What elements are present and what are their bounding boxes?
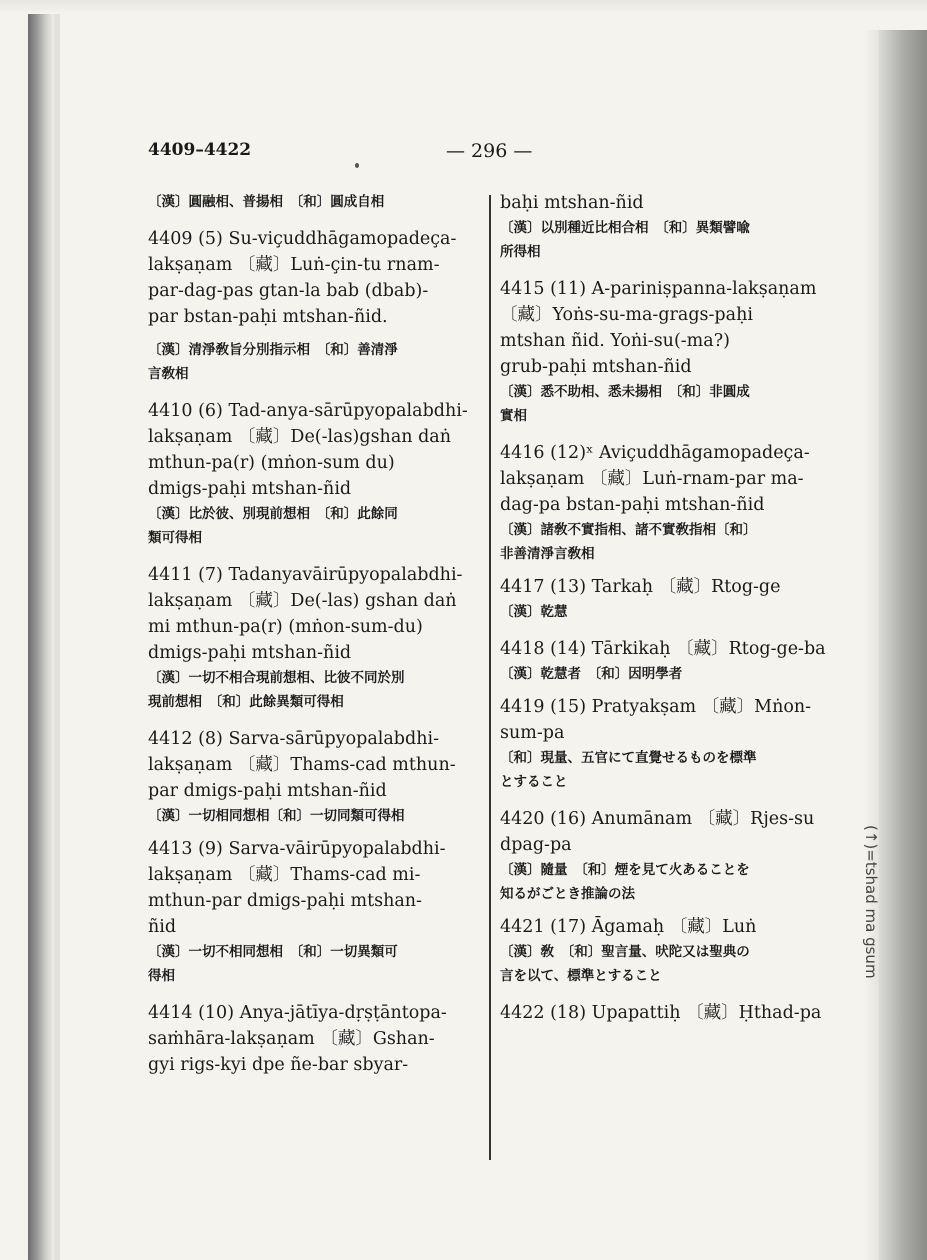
spacer [148,330,488,338]
spacer [500,686,838,694]
translation-line: 實相 [500,408,527,424]
translation-line: 言を以て、標準とすること [500,968,662,984]
entry-line: 4422 (18) Upapattiḥ 〔藏〕Ḥthad-pa [500,1003,822,1023]
translation-line: 〔漢〕一切不相合現前想相、比彼不同於別 [148,670,405,686]
spacer [148,550,488,562]
spacer [148,988,488,1000]
entry-line: 4420 (16) Anumānam 〔藏〕Rjes-su [500,809,815,829]
handwritten-margin-note: (↑)=tshad ma gsum [862,825,880,979]
entry-line: saṁhāra-lakṣaṇam 〔藏〕Gshan- [148,1029,435,1049]
entry-line: 4417 (13) Tarkaḥ 〔藏〕Rtog-ge [500,577,781,597]
spacer [148,386,488,398]
translation-line: 類可得相 [148,530,202,546]
entry-line: 4416 (12)ˣ Aviçuddhāgamopadeça- [500,443,810,463]
translation-line: 非善清淨言敎相 [500,546,595,562]
entry-line: lakṣaṇam 〔藏〕Luṅ-çin-tu rnam- [148,255,440,275]
ink-speck [355,163,359,168]
translation-line: 言敎相 [148,366,189,382]
translation-line: 〔漢〕一切相同想相〔和〕一切同類可得相 [148,808,405,824]
spacer [148,714,488,726]
spacer [500,988,838,1000]
translation-line: 〔漢〕隨量 〔和〕煙を見て火あることを [500,862,750,878]
entry-line: par bstan-paḥi mtshan-ñid. [148,307,388,327]
translation-line: とすること [500,774,568,790]
entry-line: lakṣaṇam 〔藏〕De(-las)gshan daṅ [148,427,452,447]
translation-line: 〔漢〕敎 〔和〕聖言量、吠陀又は聖典の [500,944,750,960]
entry-line: 4409 (5) Su-viçuddhāgamopadeça- [148,229,457,249]
entry-line: dmigs-paḥi mtshan-ñid [148,479,352,499]
entry-line: par dmigs-paḥi mtshan-ñid [148,781,387,801]
entry-line: 〔藏〕Yoṅs-su-ma-grags-paḥi [500,305,753,325]
column-divider [489,195,491,1160]
entry-line: 4413 (9) Sarva-vāirūpyopalabdhi- [148,839,446,859]
entry-line: gyi rigs-kyi dpe ñe-bar sbyar- [148,1055,409,1075]
translation-line: 〔和〕現量、五官にて直覺せるものを標準 [500,750,757,766]
entry-line: baḥi mtshan-ñid [500,193,644,213]
entry-line: lakṣaṇam 〔藏〕De(-las) gshan daṅ [148,591,457,611]
entry-line: 4411 (7) Tadanyavāirūpyopalabdhi- [148,565,463,585]
spacer [500,428,838,440]
translation-line: 〔漢〕比於彼、別現前想相 〔和〕此餘同 [148,506,398,522]
translation-line: 〔漢〕一切不相同想相 〔和〕一切異類可 [148,944,398,960]
entry-line: 4410 (6) Tad-anya-sārūpyopalabdhi- [148,401,468,421]
entry-line: 4421 (17) Āgamaḥ 〔藏〕Luṅ [500,917,757,937]
entry-line: par-dag-pas gtan-la bab (dbab)- [148,281,429,301]
translation-line: 〔漢〕悉不助相、悉未揚相 〔和〕非圓成 [500,384,750,400]
entry-line: mthun-par dmigs-paḥi mtshan- [148,891,422,911]
translation-line: 現前想相 〔和〕此餘異類可得相 [148,694,344,710]
translation-line: 〔漢〕圓融相、普揚相 〔和〕圓成自相 [148,194,385,210]
entry-line: 4415 (11) A-pariniṣpanna-lakṣaṇam [500,279,817,299]
spacer [500,906,838,914]
page-edge [865,30,879,1260]
translation-line: 得相 [148,968,175,984]
entry-line: lakṣaṇam 〔藏〕Luṅ-rnam-par ma- [500,469,804,489]
spacer [148,828,488,836]
entry-line: mtshan ñid. Yoṅi-su(-ma?) [500,331,730,351]
scan-top-edge [0,0,927,14]
entry-line: sum-pa [500,723,565,743]
translation-line: 〔漢〕清淨敎旨分別指示相 〔和〕善清淨 [148,342,398,358]
translation-line: 〔漢〕諸敎不實指相、諸不實敎指相〔和〕 [500,522,757,538]
translation-line: 知るがごとき推論の法 [500,886,635,902]
entry-line: lakṣaṇam 〔藏〕Thams-cad mthun- [148,755,456,775]
translation-line: 〔漢〕以別種近比相合相 〔和〕異類譬喩 [500,220,750,236]
translation-line: 〔漢〕乾慧者 〔和〕因明學者 [500,666,683,682]
page-number: — 296 — [446,140,533,162]
spacer [500,566,838,574]
entry-line: dmigs-paḥi mtshan-ñid [148,643,352,663]
translation-line: 〔漢〕乾慧 [500,604,568,620]
entry-line: 4419 (15) Pratyakṣam 〔藏〕Mṅon- [500,697,812,717]
page-header [148,140,838,170]
book-binding-shadow [28,14,54,1260]
spacer [500,794,838,806]
entry-line: 4412 (8) Sarva-sārūpyopalabdhi- [148,729,439,749]
spacer [500,264,838,276]
entry-line: 4418 (14) Tārkikaḥ 〔藏〕Rtog-ge-ba [500,639,826,659]
entry-line: dag-pa bstan-paḥi mtshan-ñid [500,495,765,515]
entry-line: mthun-pa(r) (mṅon-sum du) [148,453,395,473]
entry-line: dpag-pa [500,835,572,855]
right-scan-edge [879,30,927,1260]
translation-line: 所得相 [500,244,541,260]
entry-line: ñid [148,917,177,937]
entry-line: mi mthun-pa(r) (mṅon-sum-du) [148,617,423,637]
spacer [148,214,488,226]
entry-line: grub-paḥi mtshan-ñid [500,357,692,377]
left-column [148,190,488,1078]
entry-range: 4409–4422 [148,140,252,160]
entry-line: 4414 (10) Anya-jātīya-dṛṣṭāntopa- [148,1003,447,1023]
spacer [500,624,838,636]
book-gutter [54,14,60,1260]
entry-line: lakṣaṇam 〔藏〕Thams-cad mi- [148,865,421,885]
right-column [500,190,838,1026]
